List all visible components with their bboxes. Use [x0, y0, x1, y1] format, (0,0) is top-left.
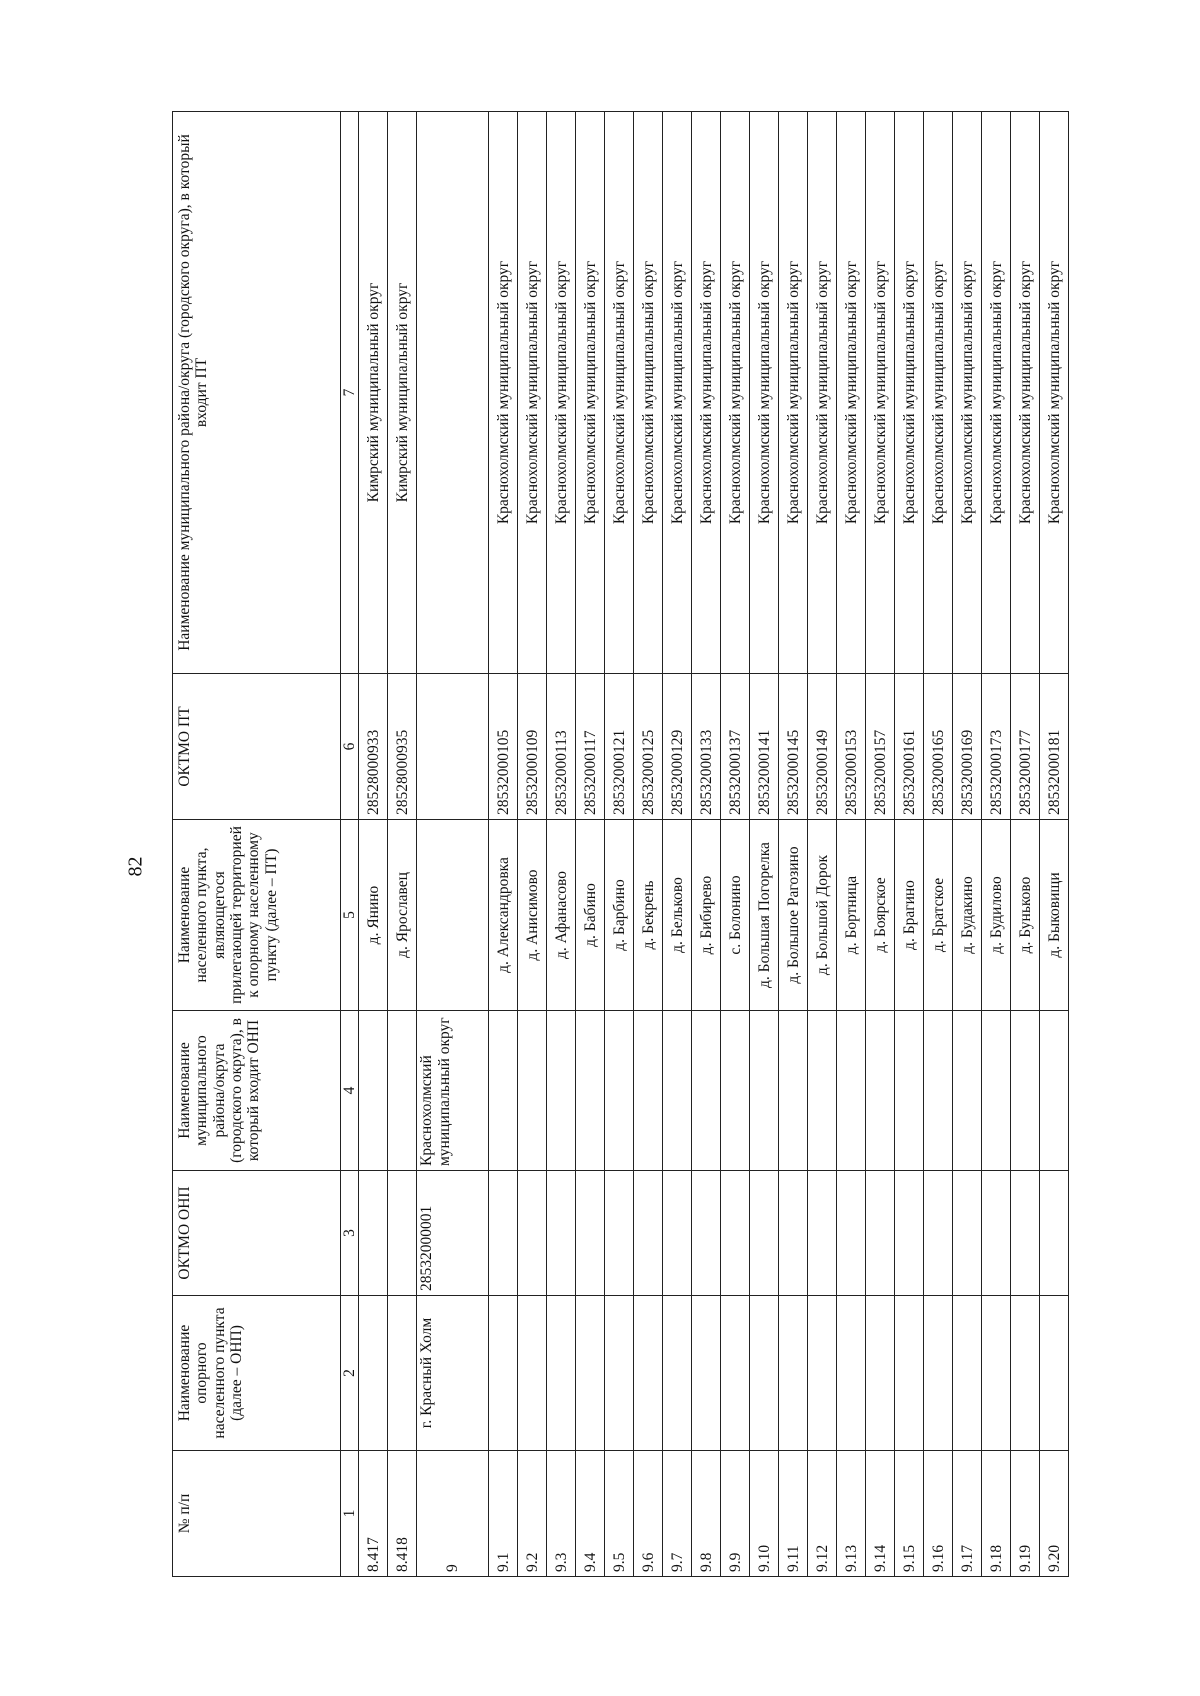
pt-name-cell: д. Янино — [359, 820, 388, 1011]
pt-oktmo-cell: 28532000129 — [663, 674, 692, 820]
pt-name-cell: д. Бабино — [576, 820, 605, 1011]
table-row — [518, 112, 547, 1577]
pt-name-cell — [417, 820, 489, 1011]
onp-oktmo-cell — [359, 1171, 388, 1296]
row-number: 9.13 — [837, 1451, 866, 1577]
pt-name-cell: д. Анисимово — [518, 820, 547, 1011]
pt-name-cell: д. Боярское — [866, 820, 895, 1011]
pt-name-cell: д. Бекрень — [634, 820, 663, 1011]
pt-district-cell: Кимрский муниципальный округ — [359, 112, 388, 674]
onp-oktmo-cell: 28532000001 — [417, 1171, 489, 1296]
pt-district-cell: Краснохолмский муниципальный округ — [982, 112, 1011, 674]
row-number: 9.12 — [808, 1451, 837, 1577]
pt-name-cell: д. Барбино — [605, 820, 634, 1011]
page-number: 82 — [124, 856, 147, 877]
onp-name-cell — [750, 1296, 779, 1451]
onp-oktmo-cell — [982, 1171, 1011, 1296]
pt-district-cell: Краснохолмский муниципальный округ — [895, 112, 924, 674]
column-header-pt-district: Наименование муниципального района/округа (городского округа), в который входит ПТ — [173, 112, 341, 674]
row-number: 9.19 — [1011, 1451, 1040, 1577]
document-sheet — [172, 112, 1108, 1577]
pt-district-cell: Краснохолмский муниципальный округ — [1040, 112, 1069, 674]
table-row — [982, 112, 1011, 1577]
onp-name-cell — [692, 1296, 721, 1451]
onp-name-cell — [837, 1296, 866, 1451]
table-body — [359, 112, 1069, 1577]
onp-name-cell — [866, 1296, 895, 1451]
row-number: 9.6 — [634, 1451, 663, 1577]
pt-oktmo-cell: 28532000137 — [721, 674, 750, 820]
pt-name-cell: д. Быковищи — [1040, 820, 1069, 1011]
onp-oktmo-cell — [953, 1171, 982, 1296]
onp-district-cell — [895, 1011, 924, 1171]
onp-name-cell — [1011, 1296, 1040, 1451]
table-row — [924, 112, 953, 1577]
onp-name-cell — [721, 1296, 750, 1451]
onp-district-cell — [779, 1011, 808, 1171]
row-number: 9.1 — [489, 1451, 518, 1577]
onp-district-cell — [808, 1011, 837, 1171]
row-number: 9.9 — [721, 1451, 750, 1577]
column-number: 6 — [341, 674, 359, 820]
onp-oktmo-cell — [388, 1171, 417, 1296]
row-number: 9.8 — [692, 1451, 721, 1577]
onp-oktmo-cell — [924, 1171, 953, 1296]
pt-name-cell: д. Бибирево — [692, 820, 721, 1011]
pt-oktmo-cell: 28532000125 — [634, 674, 663, 820]
onp-name-cell: г. Красный Холм — [417, 1296, 489, 1451]
pt-district-cell: Краснохолмский муниципальный округ — [924, 112, 953, 674]
onp-oktmo-cell — [489, 1171, 518, 1296]
table-row — [808, 112, 837, 1577]
onp-district-cell — [663, 1011, 692, 1171]
table-row — [895, 112, 924, 1577]
pt-oktmo-cell: 28532000149 — [808, 674, 837, 820]
column-number: 3 — [341, 1171, 359, 1296]
onp-district-cell — [634, 1011, 663, 1171]
column-number: 7 — [341, 112, 359, 674]
onp-name-cell — [576, 1296, 605, 1451]
pt-district-cell: Краснохолмский муниципальный округ — [547, 112, 576, 674]
row-number: 9.15 — [895, 1451, 924, 1577]
pt-district-cell: Краснохолмский муниципальный округ — [489, 112, 518, 674]
pt-district-cell: Краснохолмский муниципальный округ — [866, 112, 895, 674]
pt-district-cell: Краснохолмский муниципальный округ — [837, 112, 866, 674]
table-row — [634, 112, 663, 1577]
onp-district-cell — [489, 1011, 518, 1171]
onp-district-cell — [547, 1011, 576, 1171]
onp-oktmo-cell — [1011, 1171, 1040, 1296]
pt-name-cell: д. Будакино — [953, 820, 982, 1011]
table-row — [721, 112, 750, 1577]
onp-oktmo-cell — [721, 1171, 750, 1296]
onp-oktmo-cell — [634, 1171, 663, 1296]
onp-district-cell — [953, 1011, 982, 1171]
pt-district-cell: Кимрский муниципальный округ — [388, 112, 417, 674]
onp-name-cell — [924, 1296, 953, 1451]
table-row — [953, 112, 982, 1577]
pt-district-cell: Краснохолмский муниципальный округ — [692, 112, 721, 674]
pt-oktmo-cell: 28532000173 — [982, 674, 1011, 820]
onp-name-cell — [953, 1296, 982, 1451]
table-row — [489, 112, 518, 1577]
row-number: 9 — [417, 1451, 489, 1577]
onp-district-cell — [721, 1011, 750, 1171]
onp-oktmo-cell — [576, 1171, 605, 1296]
pt-oktmo-cell: 28532000181 — [1040, 674, 1069, 820]
pt-oktmo-cell — [417, 674, 489, 820]
pt-oktmo-cell: 28532000133 — [692, 674, 721, 820]
onp-district-cell — [750, 1011, 779, 1171]
table-row — [359, 112, 388, 1577]
onp-oktmo-cell — [605, 1171, 634, 1296]
onp-name-cell — [359, 1296, 388, 1451]
pt-oktmo-cell: 28532000157 — [866, 674, 895, 820]
settlements-table — [172, 111, 1069, 1577]
pt-oktmo-cell: 28532000165 — [924, 674, 953, 820]
table-row — [866, 112, 895, 1577]
column-number: 1 — [341, 1451, 359, 1577]
pt-district-cell: Краснохолмский муниципальный округ — [953, 112, 982, 674]
column-number-row — [341, 112, 359, 1577]
pt-district-cell: Краснохолмский муниципальный округ — [634, 112, 663, 674]
pt-oktmo-cell: 28532000121 — [605, 674, 634, 820]
onp-oktmo-cell — [547, 1171, 576, 1296]
pt-district-cell: Краснохолмский муниципальный округ — [576, 112, 605, 674]
pt-district-cell: Краснохолмский муниципальный округ — [721, 112, 750, 674]
table-row — [1040, 112, 1069, 1577]
onp-oktmo-cell — [866, 1171, 895, 1296]
pt-oktmo-cell: 28528000935 — [388, 674, 417, 820]
row-number: 9.20 — [1040, 1451, 1069, 1577]
pt-name-cell: д. Афанасово — [547, 820, 576, 1011]
row-number: 8.417 — [359, 1451, 388, 1577]
pt-oktmo-cell: 28532000113 — [547, 674, 576, 820]
onp-district-cell — [1040, 1011, 1069, 1171]
onp-name-cell — [895, 1296, 924, 1451]
table-row — [388, 112, 417, 1577]
column-header-onp-name: Наименование опорного населенного пункта (далее – ОНП) — [173, 1296, 341, 1451]
pt-district-cell: Краснохолмский муниципальный округ — [605, 112, 634, 674]
pt-oktmo-cell: 28532000109 — [518, 674, 547, 820]
pt-district-cell: Краснохолмский муниципальный округ — [663, 112, 692, 674]
onp-name-cell — [779, 1296, 808, 1451]
pt-oktmo-cell: 28532000169 — [953, 674, 982, 820]
onp-oktmo-cell — [1040, 1171, 1069, 1296]
column-header-number: № п/п — [173, 1451, 341, 1577]
pt-oktmo-cell: 28532000161 — [895, 674, 924, 820]
pt-name-cell: д. Брагино — [895, 820, 924, 1011]
pt-name-cell: с. Болонино — [721, 820, 750, 1011]
onp-district-cell — [924, 1011, 953, 1171]
pt-oktmo-cell: 28528000933 — [359, 674, 388, 820]
table-row — [576, 112, 605, 1577]
pt-district-cell — [417, 112, 489, 674]
table-row — [779, 112, 808, 1577]
row-number: 9.17 — [953, 1451, 982, 1577]
row-number: 9.10 — [750, 1451, 779, 1577]
onp-name-cell — [634, 1296, 663, 1451]
onp-name-cell — [982, 1296, 1011, 1451]
onp-oktmo-cell — [837, 1171, 866, 1296]
pt-name-cell: д. Большая Погорелка — [750, 820, 779, 1011]
onp-name-cell — [489, 1296, 518, 1451]
table-header-row — [173, 112, 341, 1577]
onp-district-cell — [982, 1011, 1011, 1171]
onp-district-cell — [692, 1011, 721, 1171]
onp-name-cell — [1040, 1296, 1069, 1451]
row-number: 9.3 — [547, 1451, 576, 1577]
table-row — [692, 112, 721, 1577]
onp-district-cell — [359, 1011, 388, 1171]
column-header-pt-oktmo: ОКТМО ПТ — [173, 674, 341, 820]
table-row — [417, 112, 489, 1577]
onp-name-cell — [388, 1296, 417, 1451]
onp-name-cell — [518, 1296, 547, 1451]
pt-district-cell: Краснохолмский муниципальный округ — [518, 112, 547, 674]
column-number: 4 — [341, 1011, 359, 1171]
onp-district-cell: Краснохолмский муниципальный округ — [417, 1011, 489, 1171]
row-number: 9.2 — [518, 1451, 547, 1577]
row-number: 9.18 — [982, 1451, 1011, 1577]
onp-oktmo-cell — [808, 1171, 837, 1296]
pt-name-cell: д. Бельково — [663, 820, 692, 1011]
pt-name-cell: д. Буньково — [1011, 820, 1040, 1011]
row-number: 9.4 — [576, 1451, 605, 1577]
column-number: 5 — [341, 820, 359, 1011]
pt-name-cell: д. Ярославец — [388, 820, 417, 1011]
row-number: 9.5 — [605, 1451, 634, 1577]
pt-oktmo-cell: 28532000153 — [837, 674, 866, 820]
table-row — [750, 112, 779, 1577]
row-number: 9.16 — [924, 1451, 953, 1577]
column-header-pt-name: Наименование населенного пункта, являющегося прилегающей территорией к опорному населенному пункту (далее – ПТ) — [173, 820, 341, 1011]
pt-district-cell: Краснохолмский муниципальный округ — [1011, 112, 1040, 674]
table-row — [663, 112, 692, 1577]
onp-name-cell — [808, 1296, 837, 1451]
table-row — [605, 112, 634, 1577]
onp-district-cell — [605, 1011, 634, 1171]
onp-oktmo-cell — [518, 1171, 547, 1296]
table-row — [1011, 112, 1040, 1577]
onp-district-cell — [576, 1011, 605, 1171]
onp-name-cell — [605, 1296, 634, 1451]
pt-oktmo-cell: 28532000145 — [779, 674, 808, 820]
column-header-onp-oktmo: ОКТМО ОНП — [173, 1171, 341, 1296]
column-number: 2 — [341, 1296, 359, 1451]
row-number: 9.11 — [779, 1451, 808, 1577]
table-row — [837, 112, 866, 1577]
row-number: 9.7 — [663, 1451, 692, 1577]
onp-name-cell — [663, 1296, 692, 1451]
row-number: 9.14 — [866, 1451, 895, 1577]
onp-name-cell — [547, 1296, 576, 1451]
pt-district-cell: Краснохолмский муниципальный округ — [808, 112, 837, 674]
table-row — [547, 112, 576, 1577]
pt-district-cell: Краснохолмский муниципальный округ — [750, 112, 779, 674]
pt-name-cell: д. Александровка — [489, 820, 518, 1011]
pt-name-cell: д. Большое Рагозино — [779, 820, 808, 1011]
pt-district-cell: Краснохолмский муниципальный округ — [779, 112, 808, 674]
onp-district-cell — [1011, 1011, 1040, 1171]
pt-name-cell: д. Будилово — [982, 820, 1011, 1011]
onp-district-cell — [518, 1011, 547, 1171]
pt-oktmo-cell: 28532000105 — [489, 674, 518, 820]
pt-oktmo-cell: 28532000117 — [576, 674, 605, 820]
onp-oktmo-cell — [779, 1171, 808, 1296]
onp-district-cell — [388, 1011, 417, 1171]
pt-name-cell: д. Бортница — [837, 820, 866, 1011]
onp-oktmo-cell — [663, 1171, 692, 1296]
pt-name-cell: д. Братское — [924, 820, 953, 1011]
onp-oktmo-cell — [895, 1171, 924, 1296]
onp-district-cell — [837, 1011, 866, 1171]
pt-name-cell: д. Большой Дорок — [808, 820, 837, 1011]
pt-oktmo-cell: 28532000177 — [1011, 674, 1040, 820]
onp-district-cell — [866, 1011, 895, 1171]
pt-oktmo-cell: 28532000141 — [750, 674, 779, 820]
onp-oktmo-cell — [750, 1171, 779, 1296]
row-number: 8.418 — [388, 1451, 417, 1577]
onp-oktmo-cell — [692, 1171, 721, 1296]
column-header-onp-district: Наименование муниципального района/округа (городского округа), в который входит ОНП — [173, 1011, 341, 1171]
